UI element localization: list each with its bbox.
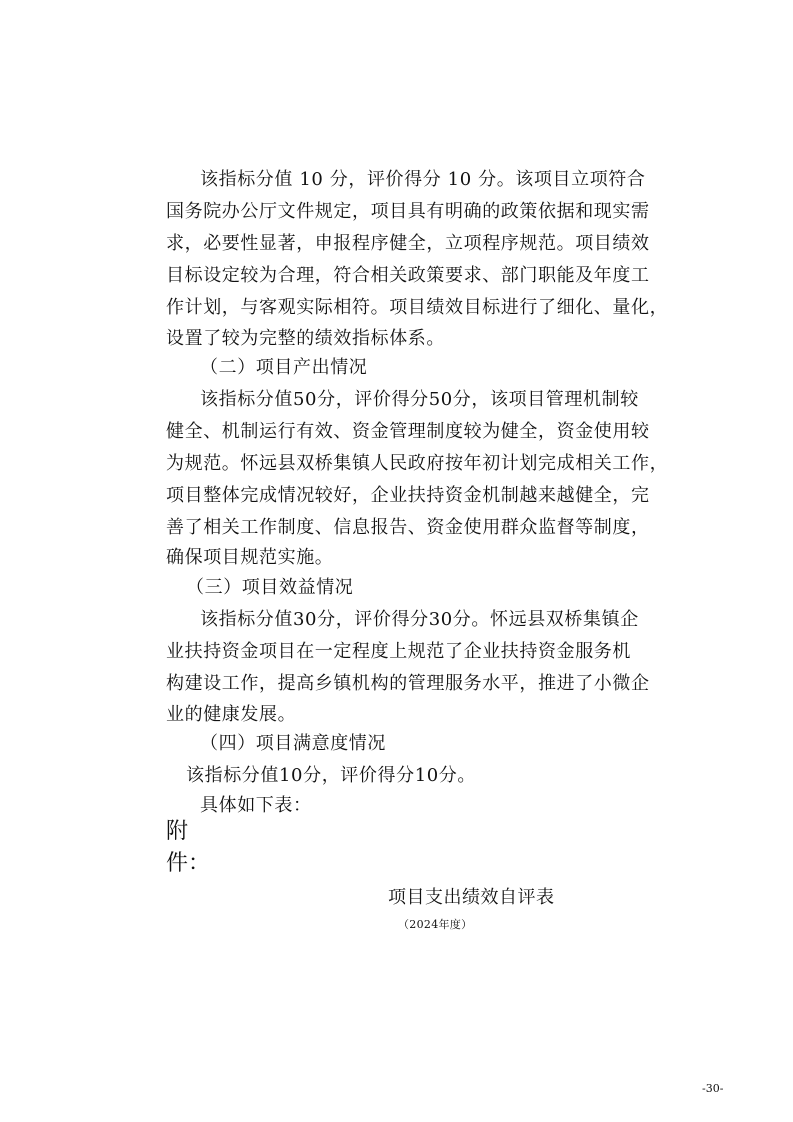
annex-label-line1: 附 [166,819,189,844]
table-subtitle: （2024年度） [398,918,473,931]
section-heading-benefit: （三）项目效益情况 [186,577,354,598]
body-line: 该指标分值50分，评价得分50分，该项目管理机制较 [200,389,639,410]
body-line: 构建设工作，提高乡镇机构的管理服务水平，推进了小微企 [166,673,650,694]
body-line: 设置了较为完整的绩效指标体系。 [166,328,445,349]
section-heading-satisfaction: （四）项目满意度情况 [200,733,386,754]
body-line: 确保项目规范实施。 [166,547,334,568]
body-line: 求，必要性显著，申报程序健全，立项程序规范。项目绩效 [166,233,650,254]
annex-label-line2: 件： [166,851,211,876]
body-line: 项目整体完成情况较好，企业扶持资金机制越来越健全，完 [166,485,650,506]
table-title: 项目支出绩效自评表 [388,887,555,908]
body-line: 该指标分值 10 分，评价得分 10 分。该项目立项符合 [200,169,646,190]
body-line: 该指标分值30分，评价得分30分。怀远县双桥集镇企 [200,609,639,630]
body-line: 业的健康发展。 [166,704,297,725]
body-line: 作计划，与客观实际相符。项目绩效目标进行了细化、量化， [166,297,669,318]
body-line: 健全、机制运行有效、资金管理制度较为健全，资金使用较 [166,421,650,442]
body-line: 具体如下表： [200,795,312,816]
body-line: 为规范。怀远县双桥集镇人民政府按年初计划完成相关工作， [166,453,669,474]
section-heading-output: （二）项目产出情况 [200,357,368,378]
body-line: 善了相关工作制度、信息报告、资金使用群众监督等制度， [166,517,650,538]
body-line: 目标设定较为合理，符合相关政策要求、部门职能及年度工 [166,265,650,286]
body-line: 该指标分值10分，评价得分10分。 [186,765,477,786]
body-line: 业扶持资金项目在一定程度上规范了企业扶持资金服务机 [166,641,631,662]
body-line: 国务院办公厅文件规定，项目具有明确的政策依据和现实需 [166,201,650,222]
page-number: -30- [702,1082,724,1095]
